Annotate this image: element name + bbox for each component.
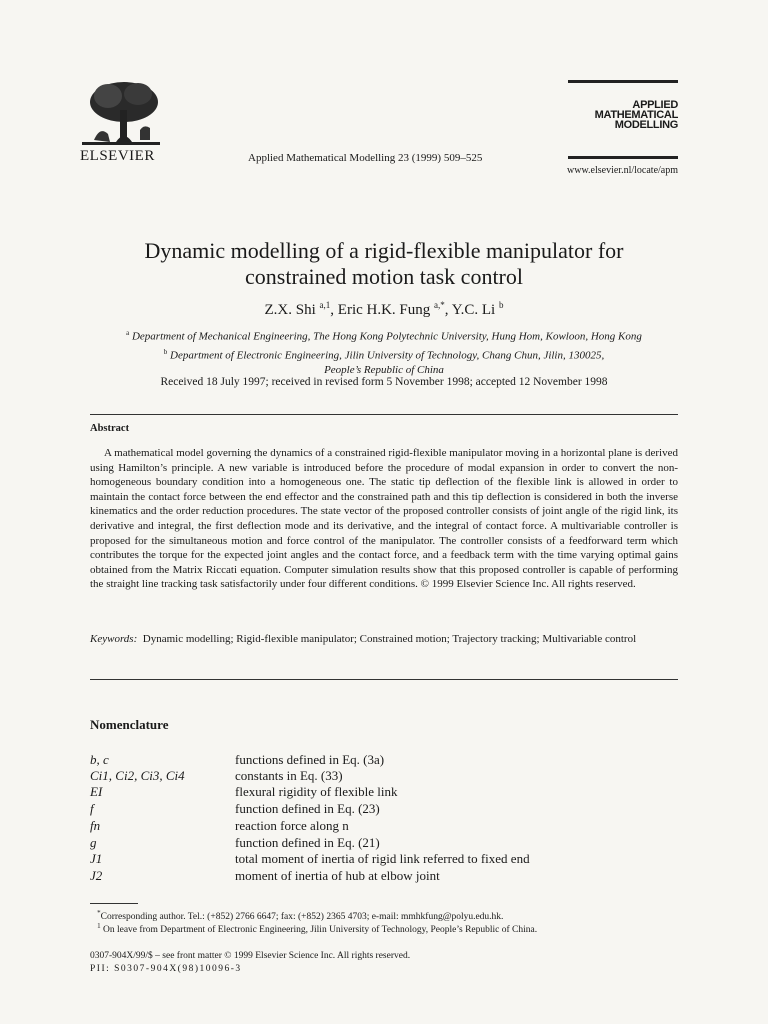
nomenclature-definition: function defined in Eq. (23) — [235, 801, 380, 816]
nomenclature-symbol: g — [90, 835, 97, 850]
journal-citation: Applied Mathematical Modelling 23 (1999) 509–525 — [248, 152, 483, 164]
nomenclature-symbol: EI — [90, 784, 103, 799]
nomenclature-symbol: J1 — [90, 851, 103, 866]
nomenclature-row — [90, 868, 678, 884]
nomenclature-definition: functions defined in Eq. (3a) — [235, 752, 385, 767]
footnote-rule — [90, 903, 138, 904]
journal-logo-text: APPLIED MATHEMATICAL MODELLING — [594, 99, 678, 131]
nomenclature-row — [90, 851, 678, 867]
footnote-on-leave: $^1$ On leave from Department of Electronic Engineering, Jilin University of Technology, People’s Republic of China. — [97, 922, 538, 936]
author-name: Z.X. Shi — [264, 302, 316, 318]
nomenclature-definition: reaction force along n — [235, 818, 349, 833]
article-title: Dynamic modelling of a rigid-flexible manipulator for constrained motion task control — [144, 238, 624, 289]
nomenclature-symbol: fn — [90, 818, 101, 833]
affiliations: $^a$ Department of Mechanical Engineering, The Hong Kong Polytechnic University, Hung Hom, Kowloon, Hong Kong $^b$ Department of Electronic Engineering, Jilin University of Technology, Chang Chun, Jilin, 130025, People’s Republic of China — [60, 326, 708, 378]
keywords-label: Keywords: — [90, 633, 138, 645]
keywords-list: Dynamic modelling; Rigid-flexible manipulator; Constrained motion; Trajectory tracking; Multivariable control — [142, 633, 637, 645]
nomenclature-symbol: f — [90, 801, 94, 816]
journal-url[interactable]: www.elsevier.nl/locate/apm — [567, 165, 678, 176]
nomenclature-definition: flexural rigidity of flexible link — [235, 784, 398, 799]
issn-line: 0307-904X/99/$ – see front matter © 1999 Elsevier Science Inc. All rights reserved. — [90, 951, 411, 961]
received-dates: Received 18 July 1997; received in revised form 5 November 1998; accepted 12 November 1998 — [160, 376, 608, 388]
divider-bottom — [90, 679, 678, 680]
journal-logo — [568, 80, 678, 160]
footnote-corresponding: *Corresponding author. Tel.: (+852) 2766 6647; fax: (+852) 2365 4703; e-mail: mmhkfung@polyu.edu.hk. — [97, 909, 504, 923]
keywords — [90, 632, 678, 647]
pii-line: PII: S0307-904X(98)10096-3 — [90, 964, 242, 974]
author-list: Z.X. Shi $^{a,1}$, Eric H.K. Fung $^{a,*}$, Y.C. Li $^b$ — [264, 300, 504, 318]
nomenclature-definition: moment of inertia of hub at elbow joint — [235, 868, 440, 883]
nomenclature-heading: Nomenclature — [90, 717, 169, 732]
divider-top — [90, 414, 678, 415]
nomenclature-row — [90, 835, 678, 851]
author-name: Y.C. Li — [451, 302, 496, 318]
affiliation-b-country: People’s Republic of China — [324, 364, 444, 377]
nomenclature-row — [90, 784, 678, 800]
elsevier-tree-logo — [80, 78, 162, 148]
abstract-heading: Abstract — [90, 423, 130, 434]
author-affil-mark: a,* — [434, 300, 445, 310]
nomenclature-row — [90, 801, 678, 817]
author-name: Eric H.K. Fung — [337, 302, 431, 318]
affiliation-b: Department of Electronic Engineering, Jilin University of Technology, Chang Chun, Jilin, 130025, — [170, 349, 605, 362]
nomenclature-row — [90, 768, 678, 784]
nomenclature-symbol: J2 — [90, 868, 103, 883]
nomenclature-symbol: Ci1, Ci2, Ci3, Ci4 — [90, 768, 185, 783]
nomenclature-definition: function defined in Eq. (21) — [235, 835, 380, 850]
nomenclature-symbol: b, c — [90, 752, 109, 767]
author-affil-mark: b — [498, 300, 504, 310]
nomenclature-row — [90, 752, 678, 768]
nomenclature-definition: total moment of inertia of rigid link referred to fixed end — [235, 851, 530, 866]
nomenclature-definition: constants in Eq. (33) — [235, 768, 343, 783]
author-affil-mark: a,1 — [319, 300, 331, 310]
publisher-name: ELSEVIER — [80, 148, 155, 164]
affiliation-a: Department of Mechanical Engineering, The Hong Kong Polytechnic University, Hung Hom, Kowloon, Hong Kong — [131, 330, 642, 343]
abstract-text: A mathematical model governing the dynamics of a constrained rigid-flexible manipulator moving in a horizontal plane is derived using Hamilton’s principle. A new variable is introduced before the procedure of modal expansion in order to convert the non-homogeneous boundary condition into a homogeneous one. The static tip deflection of the flexible link is allowed in order to maintain the contact force between the end effector and the constrained path and this tip deflection is considered in both the inverse kinematics and the order reduction procedures. The state vector of the proposed controller consists of joint angle of the rigid link, its derivative and integral, the first deflection mode and its derivative, and the integral of contact force. A multivariable controller is proposed for the simultaneous motion and force control of the manipulator. The controller consists of a feedforward term which contributes the torque for the expected joint angles and the contact force, and a feedback term with the time varying optimal gains obtained from the Matrix Riccati equation. Computer simulation results show that this proposed controller is capable of performing the straight line tracking task satisfactorily under four different conditions. © 1999 Elsevier Science Inc. All rights reserved. — [90, 447, 678, 591]
nomenclature-row — [90, 818, 678, 834]
